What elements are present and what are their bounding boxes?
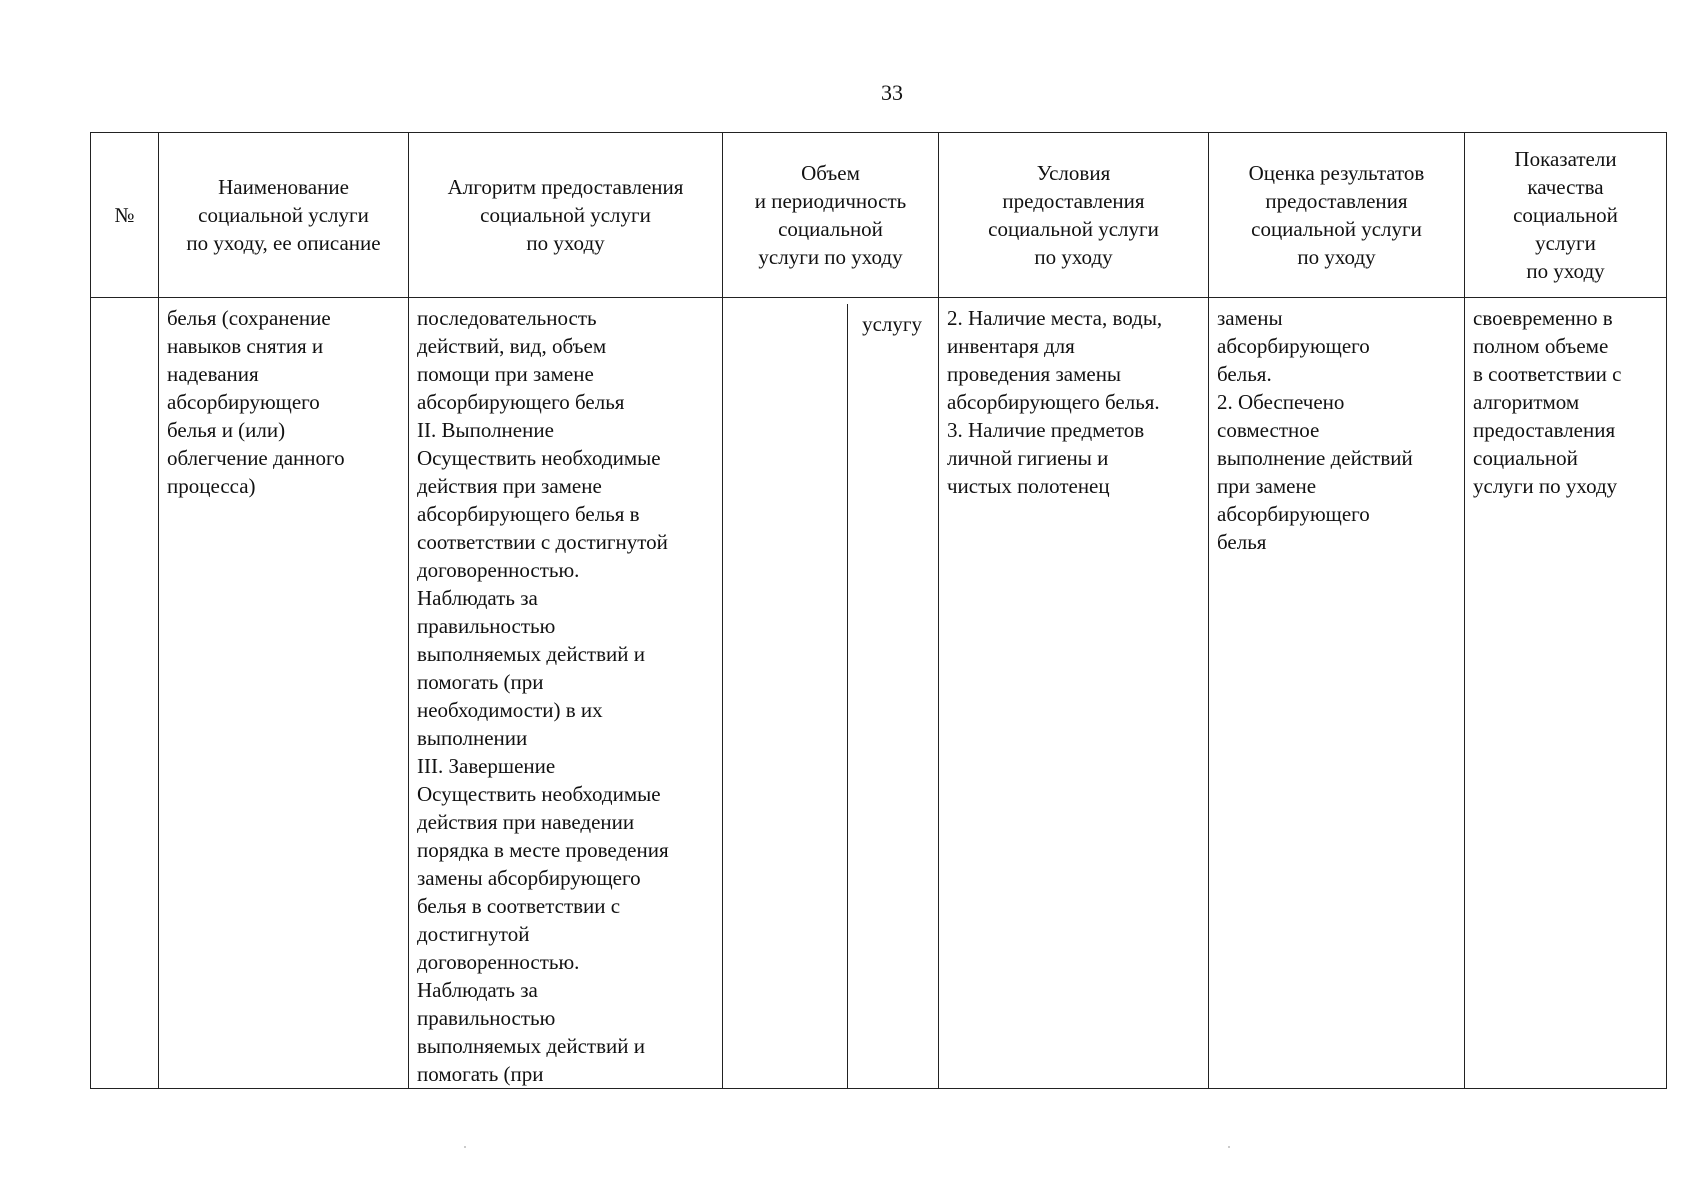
volume-subcell-left	[731, 304, 848, 1088]
cell-number	[91, 298, 159, 1089]
cell-quality	[1465, 298, 1667, 1089]
header-volume-label: Объем и периодичность социальной услуги по уходу	[754, 161, 907, 269]
header-algorithm-label: Алгоритм предоставления социальной услуги по уходу	[447, 175, 684, 255]
header-service-name	[159, 133, 409, 298]
header-evaluation-label: Оценка результатов предоставления социальной услуги по уходу	[1248, 161, 1425, 269]
scan-speck	[464, 1146, 466, 1148]
table-header-row	[91, 133, 1667, 298]
header-quality	[1465, 133, 1667, 298]
cell-volume	[723, 298, 939, 1089]
header-number	[91, 133, 159, 298]
volume-right-text: услугу	[862, 312, 922, 336]
cell-evaluation	[1209, 298, 1465, 1089]
volume-subcell-right	[848, 304, 930, 1088]
cell-quality-text: своевременно в полном объеме в соответствии с алгоритмом предоставления социальной услуги по уходу	[1473, 306, 1622, 498]
volume-split	[731, 304, 930, 1088]
scan-speck	[1228, 1146, 1230, 1148]
cell-service-name-text: белья (сохранение навыков снятия и надевания абсорбирующего белья и (или) облегчение данного процесса)	[167, 306, 345, 498]
cell-algorithm-text: последовательность действий, вид, объем помощи при замене абсорбирующего белья II. Выполнение Осуществить необходимые действия при замене абсорбирующего белья в соответствии с достигнутой договоренностью. Наблюдать за правильностью выполняемых действий и помогать (при необходимости) в их выполнении III. Завершение Осуществить необходимые действия при наведении порядка в месте проведения замены абсорбирующего белья в соответствии с достигнутой договоренностью. Наблюдать за правильностью выполняемых действий и помогать (при	[417, 306, 669, 1086]
header-algorithm	[409, 133, 723, 298]
header-volume	[723, 133, 939, 298]
services-table	[90, 132, 1667, 1089]
header-quality-label: Показатели качества социальной услуги по уходу	[1513, 147, 1618, 283]
header-number-label: №	[114, 203, 135, 227]
table-row	[91, 298, 1667, 1089]
header-evaluation	[1209, 133, 1465, 298]
cell-conditions	[939, 298, 1209, 1089]
header-conditions-label: Условия предоставления социальной услуги по уходу	[988, 161, 1159, 269]
cell-evaluation-text: замены абсорбирующего белья. 2. Обеспечено совместное выполнение действий при замене абсорбирующего белья	[1217, 306, 1413, 554]
cell-algorithm	[409, 298, 723, 1089]
cell-conditions-text: 2. Наличие места, воды, инвентаря для проведения замены абсорбирующего белья. 3. Наличие предметов личной гигиены и чистых полотенец	[947, 306, 1163, 498]
header-conditions	[939, 133, 1209, 298]
cell-service-name	[159, 298, 409, 1089]
header-service-name-label: Наименование социальной услуги по уходу, ее описание	[186, 175, 381, 255]
page-number: 33	[881, 80, 903, 105]
